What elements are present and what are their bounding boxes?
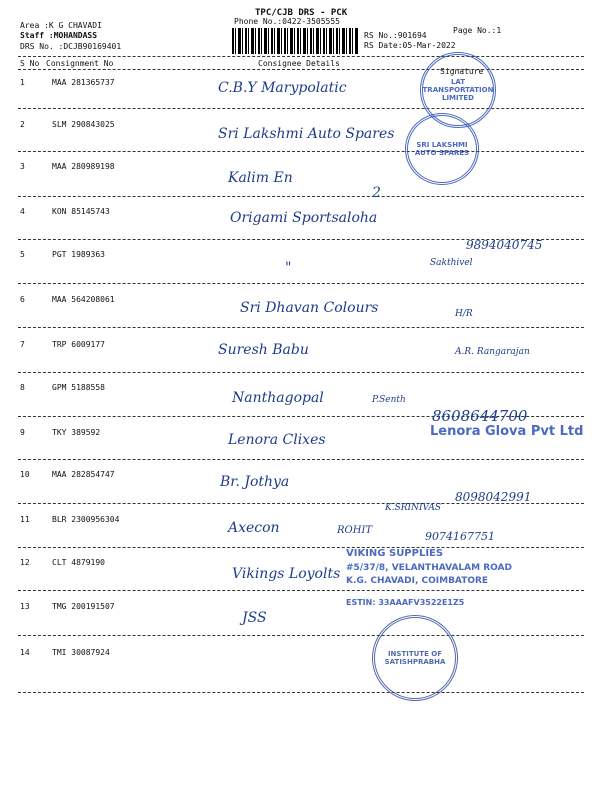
row-sno: 11 (20, 515, 30, 524)
row-handwritten-consignee: Br. Jothya (220, 474, 290, 490)
row-consignment-number: PGT 1989363 (52, 250, 105, 259)
viking-stamp-city: K.G. CHAVADI, COIMBATORE (346, 576, 489, 586)
viking-stamp-name: VIKING SUPPLIES (346, 548, 444, 559)
col-signature: Signature (440, 67, 484, 76)
handwritten-note: K.SRINIVAS (385, 503, 442, 513)
handwritten-note: ROHIT (337, 525, 373, 536)
row-handwritten-consignee: JSS (242, 610, 267, 626)
row-sno: 10 (20, 470, 30, 479)
handwritten-note: 9894040745 (466, 238, 543, 252)
row-sno: 6 (20, 295, 25, 304)
row-separator (18, 108, 584, 109)
row-sno: 12 (20, 558, 30, 567)
row-handwritten-consignee: Origami Sportsaloha (230, 210, 378, 226)
row-consignment-number: BLR 2300956304 (52, 515, 120, 524)
handwritten-note: A.R. Rangarajan (455, 347, 530, 357)
viking-stamp-gstin: ESTIN: 33AAAFV3522E1Z5 (346, 598, 465, 607)
handwritten-note: Sakthivel (430, 258, 473, 268)
row-handwritten-consignee: C.B.Y Marypolatic (218, 80, 347, 96)
row-sno: 5 (20, 250, 25, 259)
row-sno: 1 (20, 78, 25, 87)
col-details: Consignee Details (258, 59, 340, 68)
row-separator (18, 459, 584, 460)
row-sno: 9 (20, 428, 25, 437)
rs-number: RS No.:901694 (364, 31, 427, 40)
handwritten-note: 8608644700 (432, 407, 528, 425)
handwritten-note: 8098042991 (455, 490, 532, 504)
row-separator (18, 151, 584, 152)
row-consignment-number: MAA 282854747 (52, 470, 115, 479)
row-consignment-number: MAA 280989198 (52, 162, 115, 171)
row-handwritten-consignee: Sri Lakshmi Auto Spares (218, 126, 395, 142)
row-handwritten-consignee: Kalim En (228, 170, 293, 186)
staff-label: Staff :MOHANDASS (20, 31, 98, 40)
row-consignment-number: KON 85145743 (52, 207, 110, 216)
row-separator (18, 635, 584, 636)
auto-spares-seal: SRI LAKSHMI AUTO SPARES (405, 113, 479, 185)
row-sno: 8 (20, 383, 25, 392)
row-separator (18, 547, 584, 548)
row-separator (18, 372, 584, 373)
document-title: TPC/CJB DRS - PCK (255, 8, 348, 18)
row-handwritten-consignee: Sri Dhavan Colours (240, 300, 379, 316)
row-consignment-number: MAA 564208061 (52, 295, 115, 304)
row-sno: 14 (20, 648, 30, 657)
barcode (232, 28, 358, 54)
row-consignment-number: SLM 290843025 (52, 120, 115, 129)
handwritten-note: P.Senth (372, 395, 406, 405)
header-top-rule (18, 56, 584, 57)
row-consignment-number: TKY 389592 (52, 428, 101, 437)
row-separator (18, 590, 584, 591)
col-consignment: Consignment No (46, 59, 114, 68)
row-consignment-number: GPM 5188558 (52, 383, 105, 392)
handwritten-note: 2 (372, 185, 381, 201)
rs-date: RS Date:05-Mar-2022 (364, 41, 456, 50)
row-separator (18, 196, 584, 197)
row-handwritten-consignee: Lenora Clixes (228, 432, 326, 448)
row-handwritten-consignee: Nanthagopal (232, 390, 324, 406)
row-handwritten-consignee: " (285, 260, 292, 276)
row-sno: 2 (20, 120, 25, 129)
area-label: Area :K G CHAVADI (20, 21, 102, 30)
row-handwritten-consignee: Vikings Loyolts (232, 566, 341, 582)
institute-seal: INSTITUTE OF SATISHPRABHA (372, 615, 458, 701)
row-separator (18, 283, 584, 284)
page-number: Page No.:1 (453, 26, 502, 35)
handwritten-note: 9074167751 (425, 530, 495, 543)
row-sno: 13 (20, 602, 30, 611)
header-bottom-rule (18, 69, 584, 70)
row-handwritten-consignee: Suresh Babu (218, 342, 309, 358)
transport-company-seal: LAT TRANSPORTATION LIMITED (420, 52, 496, 128)
row-consignment-number: MAA 281365737 (52, 78, 115, 87)
row-consignment-number: TMG 200191507 (52, 602, 115, 611)
lenora-stamp: Lenora Glova Pvt Ltd (430, 424, 584, 439)
row-sno: 4 (20, 207, 25, 216)
row-consignment-number: CLT 4879190 (52, 558, 105, 567)
row-sno: 3 (20, 162, 25, 171)
row-separator (18, 692, 584, 693)
handwritten-note: H/R (455, 309, 473, 319)
row-handwritten-consignee: Axecon (228, 520, 280, 536)
row-consignment-number: TRP 6009177 (52, 340, 105, 349)
drs-number: DRS No. :DCJB90169401 (20, 42, 122, 51)
viking-stamp-address: #5/37/8, VELANTHAVALAM ROAD (346, 563, 512, 573)
row-consignment-number: TMI 30087924 (52, 648, 110, 657)
col-sno: S No (20, 59, 40, 68)
phone-number: Phone No.:0422-3505555 (234, 17, 340, 26)
row-separator (18, 327, 584, 328)
row-sno: 7 (20, 340, 25, 349)
